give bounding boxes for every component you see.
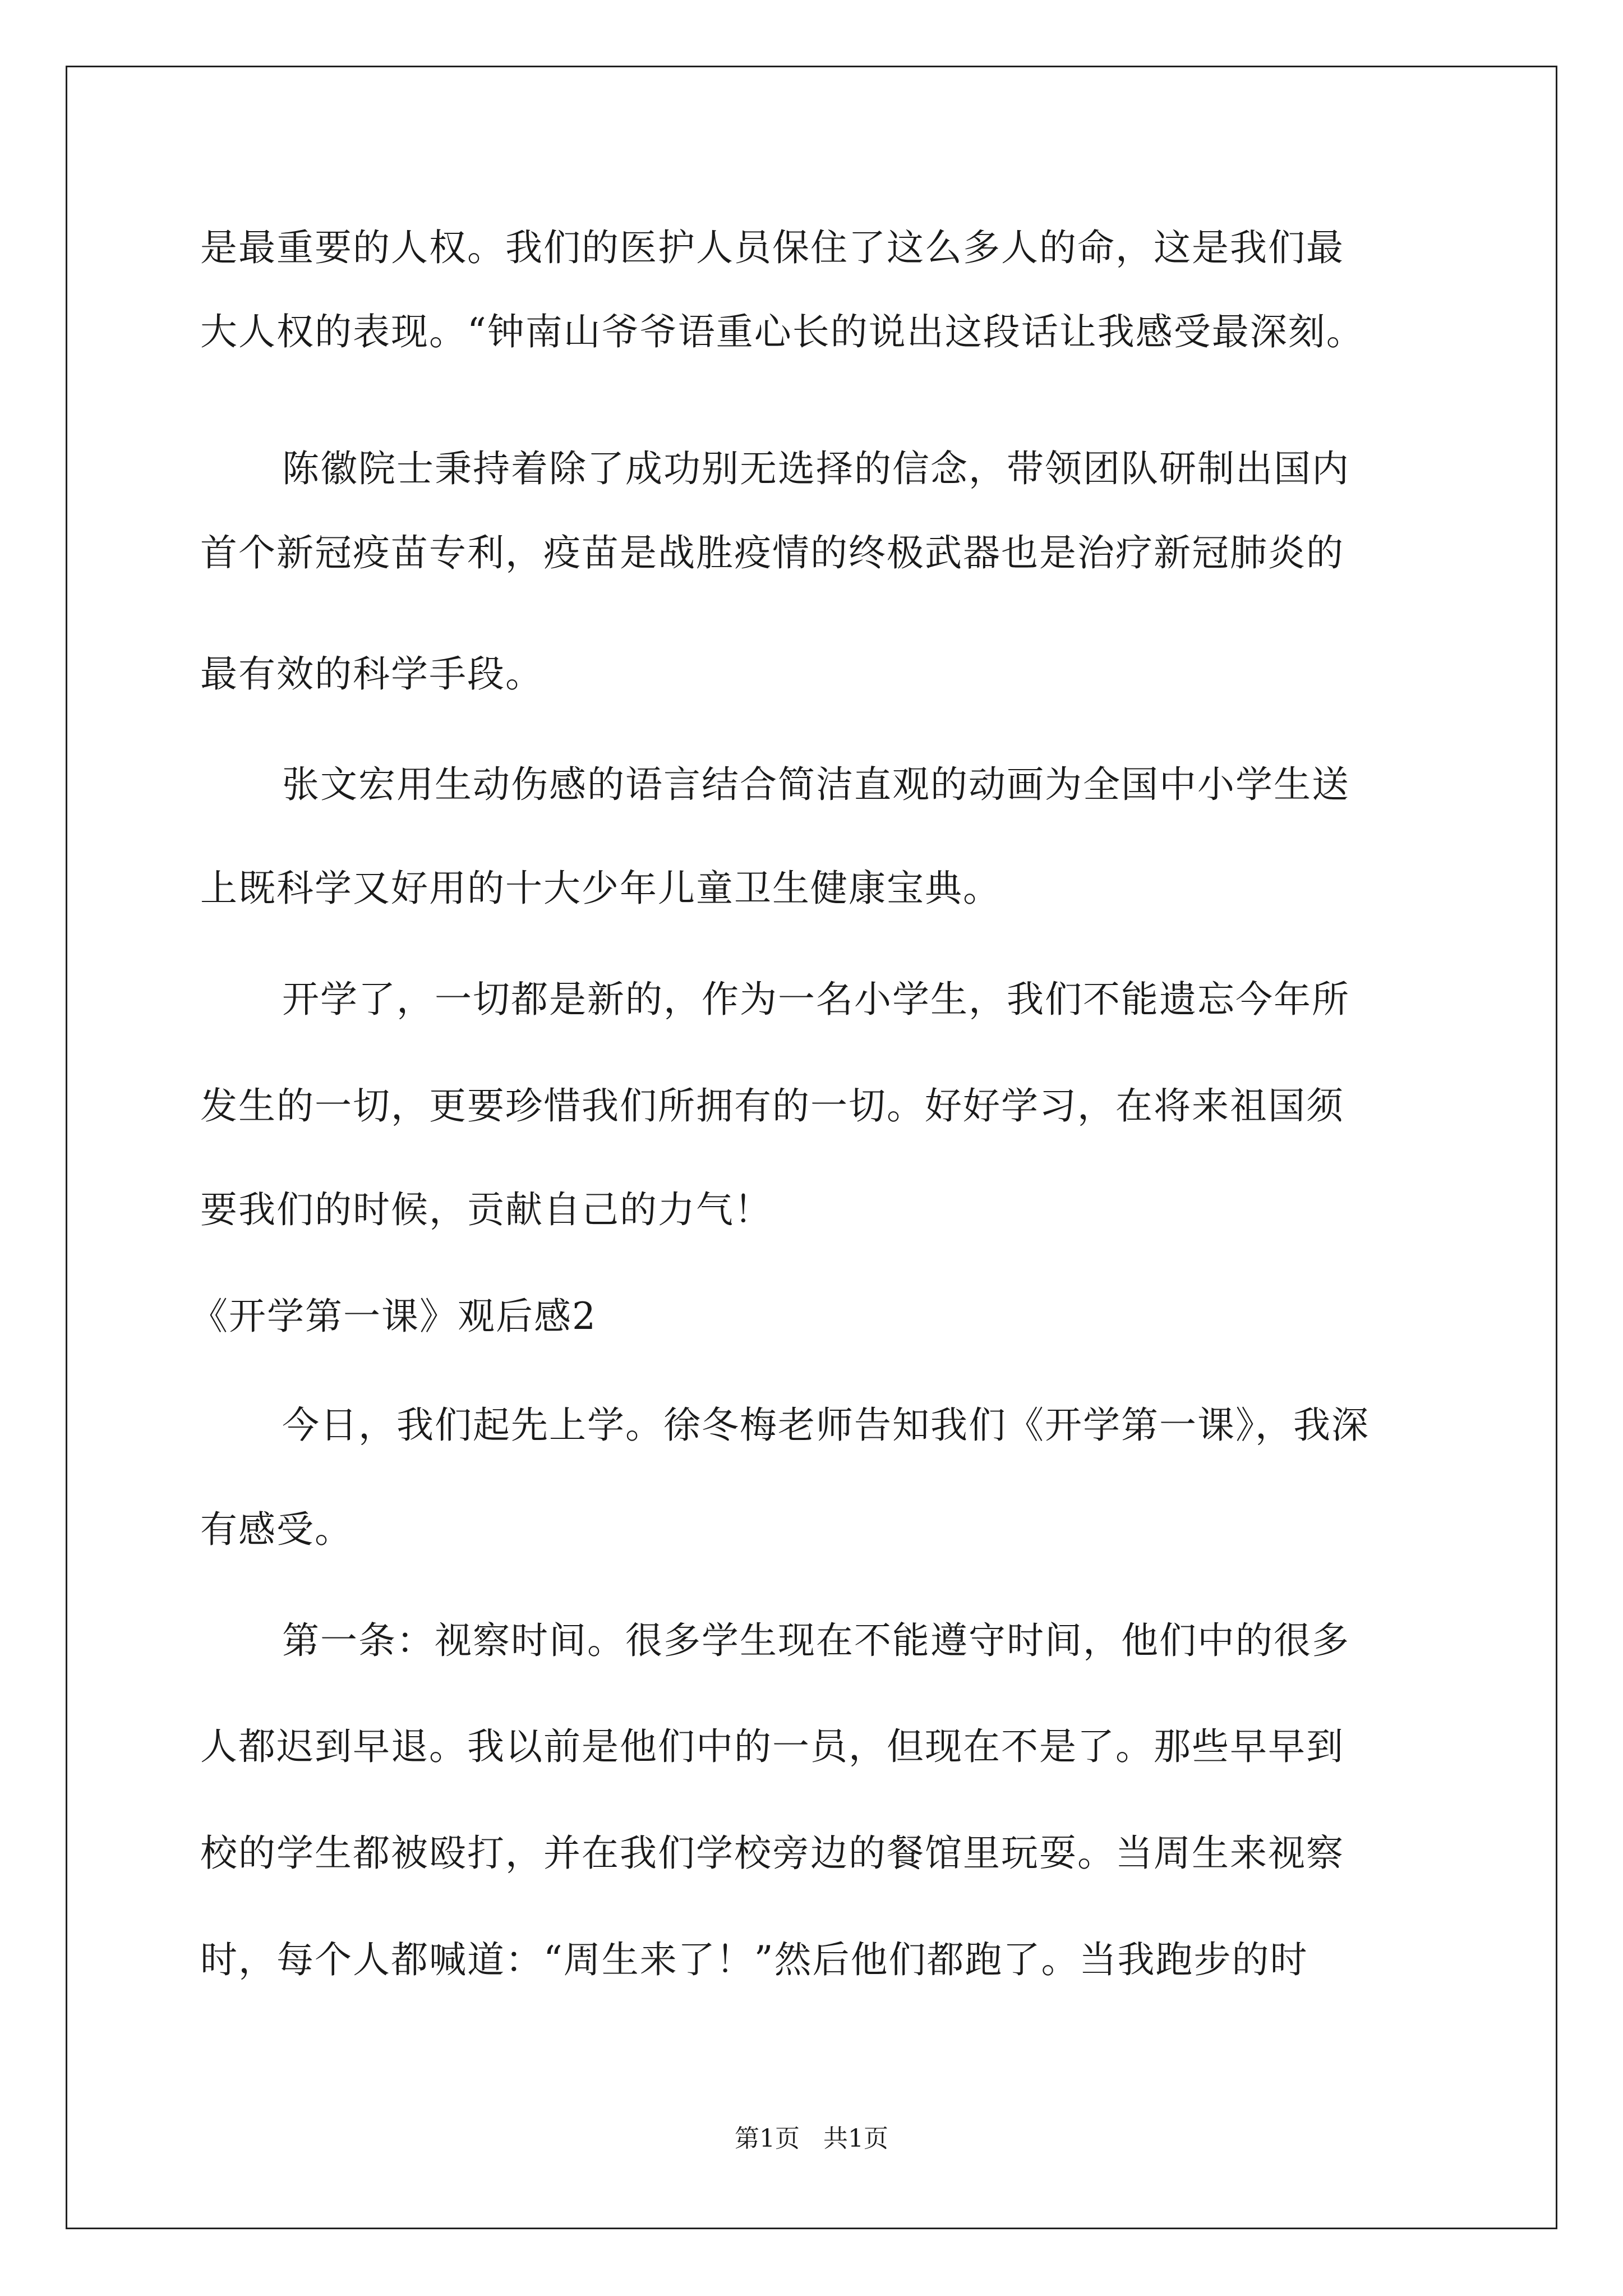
section-heading: 《开学第一课》观后感2 [191,1295,597,1338]
page-border [66,66,1557,2229]
body-text-line: 首个新冠疫苗专利，疫苗是战胜疫情的终极武器也是治疗新冠肺炎的 [200,531,1344,574]
body-text-line: 最有效的科学手段。 [200,652,543,696]
body-text-line: 今日，我们起先上学。徐冬梅老师告知我们《开学第一课》，我深 [282,1404,1370,1447]
body-text-line: 有感受。 [200,1508,353,1551]
body-text-line: 大人权的表现。“钟南山爷爷语重心长的说出这段话让我感受最深刻。 [200,310,1364,353]
body-text-line: 时，每个人都喊道：“周生来了！”然后他们都跑了。当我跑步的时 [200,1938,1308,1981]
body-text-line: 人都迟到早退。我以前是他们中的一员，但现在不是了。那些早早到 [200,1725,1344,1768]
body-text-line: 第一条：视察时间。很多学生现在不能遵守时间，他们中的很多 [282,1619,1350,1662]
body-text-line: 张文宏用生动伤感的语言结合简洁直观的动画为全国中小学生送 [282,763,1350,806]
body-text-line: 陈徽院士秉持着除了成功别无选择的信念，带领团队研制出国内 [282,447,1350,490]
page-footer: 第1页 共1页 [735,2124,888,2153]
body-text-line: 要我们的时候，贡献自己的力气！ [200,1188,772,1231]
body-text-line: 开学了，一切都是新的，作为一名小学生，我们不能遗忘今年所 [282,978,1350,1021]
body-text-line: 发生的一切，更要珍惜我们所拥有的一切。好好学习，在将来祖国须 [200,1084,1344,1128]
body-text-line: 校的学生都被殴打，并在我们学校旁边的餐馆里玩耍。当周生来视察 [200,1832,1344,1875]
body-text-line: 是最重要的人权。我们的医护人员保住了这么多人的命，这是我们最 [200,226,1344,269]
body-text-line: 上既科学又好用的十大少年儿童卫生健康宝典。 [200,867,1001,910]
